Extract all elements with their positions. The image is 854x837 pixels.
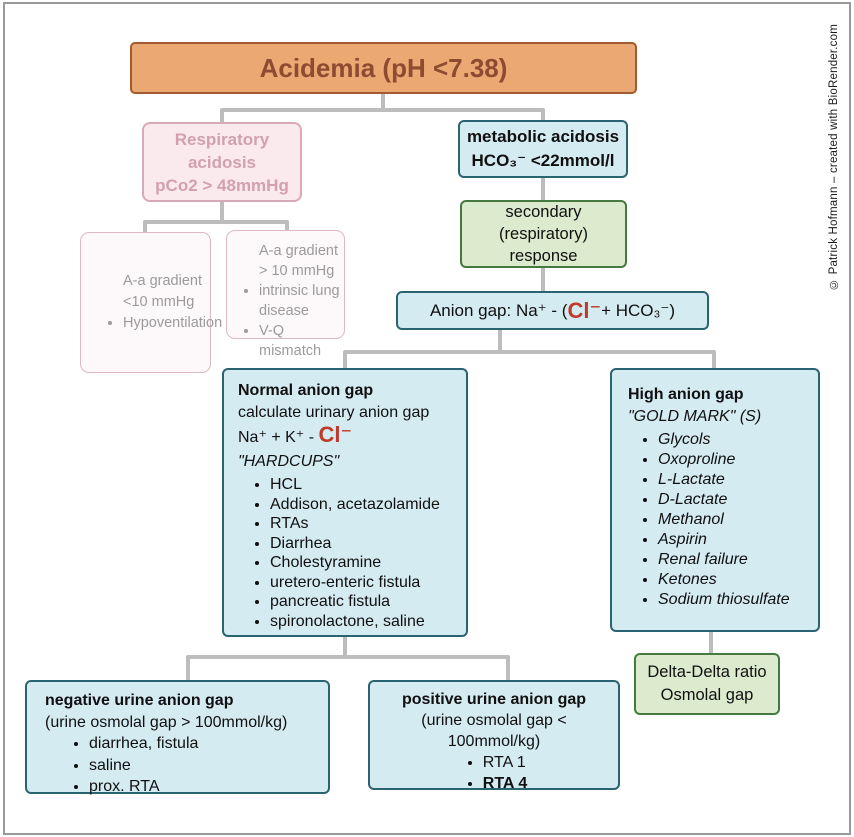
- node-anion-gap-formula: [396, 291, 709, 330]
- list-item: • intrinsic lung disease: [259, 281, 340, 321]
- node-aa-gradient-high: [226, 230, 345, 359]
- list-item: • Diarrhea: [270, 534, 458, 554]
- aa-low-list: [97, 313, 223, 334]
- node-positive-urine-anion-gap: [368, 680, 620, 790]
- acidemia-title: Acidemia (pH <7.38): [259, 52, 508, 83]
- secondary-line1: secondary: [505, 203, 582, 221]
- list-item: • Oxoproline: [658, 450, 812, 470]
- node-metabolic-acidosis: [458, 120, 628, 178]
- list-item: • prox. RTA: [89, 776, 322, 798]
- list-item: • spironolactone, saline: [270, 612, 458, 632]
- list-item: • RTA 4: [483, 773, 527, 794]
- credit-text: © Patrick Hofmann – created with BioRender.com: [828, 23, 840, 290]
- list-item: • RTA 1: [483, 752, 527, 773]
- metabolic-line1: metabolic acidosis: [466, 127, 620, 146]
- connector-acidemia-split: [222, 94, 543, 122]
- delta-line2: Osmolal gap: [660, 686, 754, 704]
- aa-low-line1: A-a gradient: [123, 273, 202, 289]
- list-item: • Cholestyramine: [270, 553, 458, 573]
- list-item: • saline: [89, 755, 322, 777]
- secondary-line3: response: [509, 247, 578, 265]
- list-item: • HCL: [270, 475, 458, 495]
- node-delta-delta: [634, 653, 780, 715]
- secondary-line2: (respiratory): [499, 225, 588, 243]
- high-gap-title: High anion gap: [628, 386, 744, 403]
- node-aa-gradient-low: [80, 232, 223, 373]
- respiratory-line1: Respiratory: [174, 129, 270, 149]
- formula-chloride: Cl⁻: [318, 422, 353, 447]
- normal-gap-mnemonic: "HARDCUPS": [238, 453, 340, 470]
- normal-gap-formula: [238, 424, 458, 451]
- positive-uag-title: positive urine anion gap: [401, 691, 587, 708]
- normal-gap-subtitle: calculate urinary anion gap: [238, 404, 430, 421]
- list-item: • Ketones: [658, 570, 812, 590]
- list-item: • Aspirin: [658, 530, 812, 550]
- node-secondary-response: [460, 200, 627, 268]
- aa-high-list: [233, 281, 340, 361]
- list-item: • Renal failure: [658, 550, 812, 570]
- high-gap-list: [628, 430, 812, 610]
- node-negative-urine-anion-gap: [25, 680, 330, 794]
- list-item: • RTAs: [270, 514, 458, 534]
- aa-low-line2: <10 mmHg: [123, 294, 195, 310]
- negative-uag-title: negative urine anion gap: [45, 692, 234, 709]
- node-high-anion-gap: [610, 368, 820, 632]
- anion-gap-chloride: Cl⁻: [567, 297, 602, 323]
- high-gap-mnemonic: "GOLD MARK" (S): [628, 408, 762, 425]
- formula-prefix: Na⁺ + K⁺ -: [238, 429, 319, 446]
- list-item: • Hypoventilation: [123, 313, 210, 334]
- respiratory-line3: pCo2 > 48mmHg: [155, 175, 289, 195]
- list-item: • Glycols: [658, 430, 812, 450]
- normal-gap-list: [238, 475, 458, 631]
- list-item: • pancreatic fistula: [270, 592, 458, 612]
- list-item: • uretero-enteric fistula: [270, 573, 458, 593]
- negative-uag-list: [45, 733, 322, 798]
- list-item: • diarrhea, fistula: [89, 733, 322, 755]
- connector-aniongap-split: [345, 330, 714, 368]
- normal-gap-title: Normal anion gap: [238, 382, 374, 399]
- list-item: • Addison, acetazolamide: [270, 495, 458, 515]
- list-item: • Sodium thiosulfate: [658, 590, 812, 610]
- negative-uag-subtitle: (urine osmolal gap > 100mmol/kg): [45, 713, 288, 731]
- metabolic-line2: HCO₃⁻ <22mmol/l: [471, 151, 615, 170]
- aa-high-line2: > 10 mmHg: [259, 263, 335, 279]
- list-item: • L-Lactate: [658, 470, 812, 490]
- list-item: • V-Q mismatch: [259, 321, 340, 361]
- aa-high-line1: A-a gradient: [259, 243, 338, 259]
- respiratory-line2: acidosis: [187, 152, 257, 172]
- positive-uag-subtitle: (urine osmolal gap < 100mmol/kg): [421, 712, 567, 750]
- list-item: • D-Lactate: [658, 490, 812, 510]
- anion-gap-suffix: + HCO₃⁻): [601, 300, 676, 320]
- list-item: • Methanol: [658, 510, 812, 530]
- positive-uag-list: [461, 752, 527, 794]
- delta-line1: Delta-Delta ratio: [647, 663, 767, 681]
- node-normal-anion-gap: [222, 368, 468, 637]
- connector-normal-split: [188, 637, 508, 680]
- node-respiratory-acidosis: [142, 122, 302, 202]
- anion-gap-prefix: Anion gap: Na⁺ - (: [429, 300, 568, 320]
- node-acidemia: [130, 42, 637, 94]
- connector-respiratory-split: [145, 202, 287, 232]
